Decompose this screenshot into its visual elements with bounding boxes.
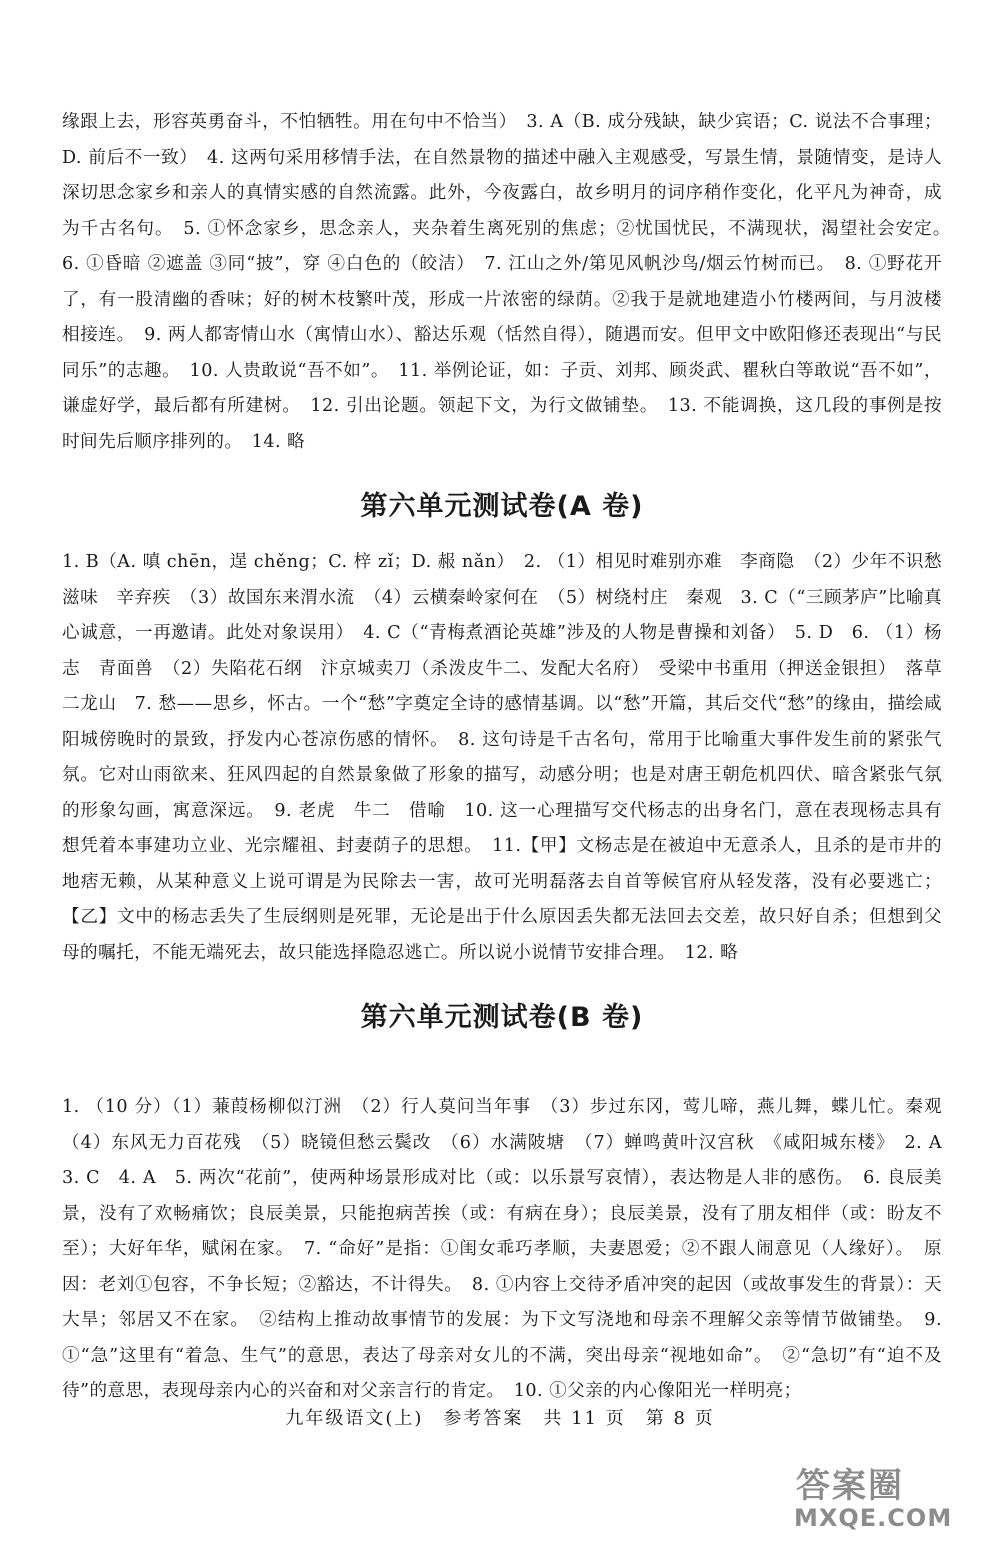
section-b-title: 第六单元测试卷(B 卷) [360,1002,644,1033]
section-a-answers: 1. B（A. 嗔 chēn，逞 chěng；C. 梓 zǐ；D. 赧 nǎn） 2. （1）相见时难别亦难 李商隐 （2）少年不识愁滋味 辛弃疾 （3）故国东来渭水流 （4）云横秦岭家何在 （5）树绕村庄 秦观 3. C（“三顾茅庐”比喻真心诚意，一再邀请。此处对象误用） 4. C（“青梅煮酒论英雄”涉及的人物是曹操和刘备） 5. D 6. （1）杨志 青面兽 （2）失陷花石纲 汴京城卖刀（杀泼皮牛二、发配大名府） 受梁中书重用（押送金银担） 落草二龙山 7. 愁——思乡，怀古。一个“愁”字奠定全诗的感情基调。以“愁”开篇，其后交代“愁”的缘由，描绘咸阳城傍晚时的景致，抒发内心苍凉伤感的情怀。 8. 这句诗是千古名句，常用于比喻重大事件发生前的紧张气氛。它对山雨欲来、狂风四起的自然景象做了形象的描写，动感分明；也是对唐王朝危机四伏、暗含紧张气氛的形象勾画，寓意深远。 9. 老虎 牛二 借喻 10. 这一心理描写交代杨志的出身名门，意在表现杨志具有想凭着本事建功立业、光宗耀祖、封妻荫子的思想。 11.【甲】文杨志是在被迫中无意杀人，且杀的是市井的地痞无赖，从某种意义上说可谓是为民除去一害，故可光明磊落去自首等候官府从轻发落，没有必要逃亡；【乙】文中的杨志丢失了生辰纲则是死罪，无论是出于什么原因丢失都无法回去交差，故只好自杀；但想到父母的嘱托，不能无端死去，故只能选择隐忍逃亡。所以说小说情节安排合理。 12. 略 [62,552,942,963]
section-b-answers: 1. （10 分）（1）蒹葭杨柳似汀洲 （2）行人莫问当年事 （3）步过东冈，莺儿啼，燕儿舞，蝶儿忙。秦观 （4）东风无力百花残 （5）晓镜但愁云鬓改 （6）水满陂塘 （7）蝉鸣黄叶汉宫秋 《咸阳城东楼》 2. A 3. C 4. A 5. 两次“花前”，使两种场景形成对比（或：以乐景写哀情），表达物是人非的感伤。 6. 良辰美景，没有了欢畅痛饮；良辰美景，只能抱病苦挨（或：有病在身）；良辰美景，没有了朋友相伴（或：盼友不至）；大好年华，赋闲在家。 7. “命好”是指：①闺女乖巧孝顺，夫妻恩爱；②不跟人闹意见（人缘好）。 原因：老刘①包容，不争长短；②豁达，不计得失。 8. ①内容上交待矛盾冲突的起因（或故事发生的背景）：天大旱；邻居又不在家。 ②结构上推动故事情节的发展：为下文写浇地和母亲不理解父亲等情节做铺垫。 9. ①“急”这里有“着急、生气”的意思，表达了母亲对女儿的不满，突出母亲“视地如命”。 ②“急切”有“迫不及待”的意思，表现母亲内心的兴奋和对父亲言行的肯定。 10. ①父亲的内心像阳光一样明亮； [62,1097,961,1401]
watermark-site-text: MXQE.COM [794,1504,953,1532]
page-body [62,105,961,1410]
section-a-title: 第六单元测试卷(A 卷) [360,491,644,522]
watermark-logo [790,1458,960,1536]
continued-answers-paragraph: 缘跟上去，形容英勇奋斗，不怕牺牲。用在句中不恰当） 3. A（B. 成分残缺，缺少宾语；C. 说法不合事理；D. 前后不一致） 4. 这两句采用移情手法，在自然景物的描述中融入主观感受，写景生情，景随情变，是诗人深切思念家乡和亲人的真情实感的自然流露。此外，今夜露白，故乡明月的词序稍作变化，化平凡为神奇，成为千古名句。 5. ①怀念家乡，思念亲人，夹杂着生离死别的焦虑；②忧国忧民，不满现状，渴望社会安定。 6. ①昏暗 ②遮盖 ③同“披”，穿 ④白色的（皎洁） 7. 江山之外/第见风帆沙鸟/烟云竹树而已。 8. ①野花开了，有一股清幽的香味；好的树木枝繁叶茂，形成一片浓密的绿荫。②我于是就地建造小竹楼两间，与月波楼相接连。 9. 两人都寄情山水（寓情山水）、豁达乐观（恬然自得），随遇而安。但甲文中欧阳修还表现出“与民同乐”的志趣。 10. 人贵敢说“吾不如”。 11. 举例论证，如：子贡、刘邦、顾炎武、瞿秋白等敢说“吾不如”，谦虚好学，最后都有所建树。 12. 引出论题。领起下文，为行文做铺垫。 13. 不能调换，这几段的事例是按时间先后顺序排列的。 14. 略 [62,112,961,452]
watermark-logo-text: 答案圈 [796,1466,904,1506]
page-footer: 九年级语文(上) 参考答案 共 11 页 第 8 页 [285,1408,715,1429]
